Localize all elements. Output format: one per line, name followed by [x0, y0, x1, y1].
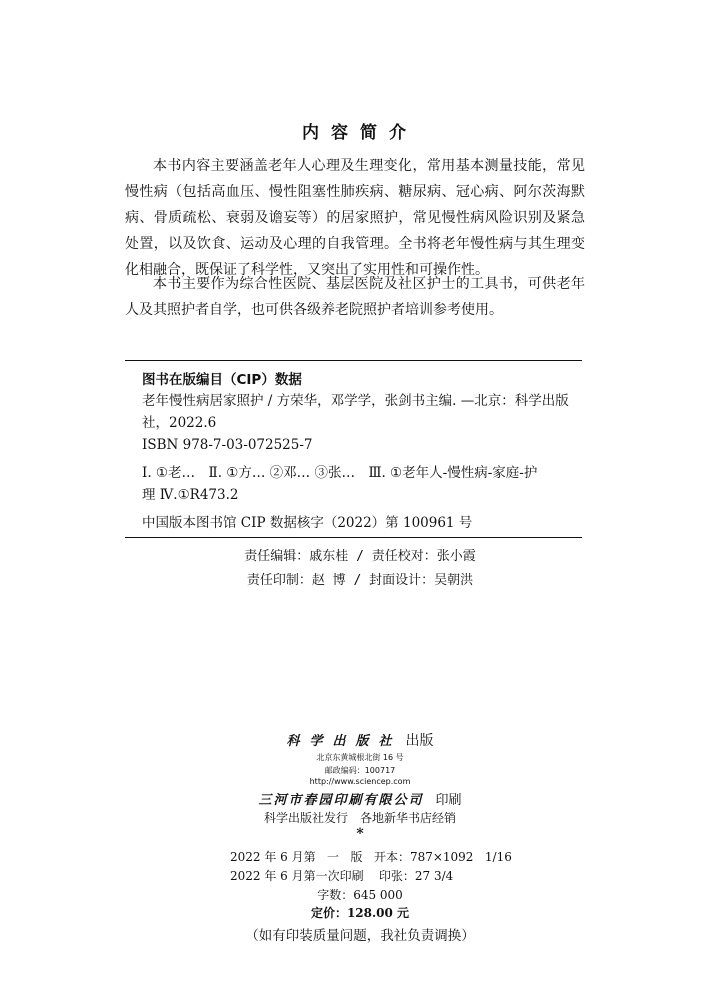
publisher-name: 科学出版社	[286, 734, 402, 749]
quality-notice: （如有印装质量问题，我社负责调换）	[245, 928, 475, 944]
publisher-postcode: 邮政编码：100717	[324, 766, 396, 775]
intro-paragraph-2: 本书主要作为综合性医院、基层医院及社区护士的工具书，可供老年人及其照护者自学，也可供各级养老院照护者培训参考使用。	[125, 276, 585, 318]
cip-heading: 图书在版编目（CIP）数据	[142, 372, 302, 388]
cip-entry-line-1: 老年慢性病居家照护 / 方荣华，邓学学，张剑书主编. —北京：科学出版	[142, 393, 569, 409]
publisher-url: http://www.sciencep.com	[309, 777, 411, 786]
printer-suffix: 印刷	[435, 793, 462, 808]
staff-line-1: 责任编辑：戚东桂 / 责任校对：张小霞	[244, 549, 476, 564]
cip-record	[142, 390, 582, 534]
cip-isbn: ISBN 978-7-03-072525-7	[142, 437, 313, 453]
printer-row	[0, 789, 720, 808]
cip-top-rule	[125, 360, 582, 361]
cip-bottom-rule	[125, 537, 582, 538]
cip-class-line-2: 理 Ⅳ.①R473.2	[142, 487, 239, 503]
cip-class-line-1: Ⅰ. ①老… Ⅱ. ①方… ②邓… ③张… Ⅲ. ①老年人-慢性病-家庭-护	[142, 465, 538, 481]
printer-name: 三河市春园印刷有限公司	[258, 793, 424, 808]
intro-title: 内容简介	[302, 123, 418, 143]
price: 定价：128.00 元	[310, 906, 410, 920]
intro-paragraph-1: 本书内容主要涵盖老年人心理及生理变化，常用基本测量技能，常见慢性病（包括高血压、慢性阻塞性肺疾病、糖尿病、冠心病、阿尔茨海默病、骨质疏松、衰弱及谵妄等）的居家照护，常见慢性病风险识别及紧急处置，以及饮食、运动及心理的自我管理。全书将老年慢性病与其生理变化相融合，既保证了科学性，又突出了实用性和可操作性。	[125, 158, 585, 278]
edition-line-2: 2022 年 6 月第一次印刷 印张：27 3/4	[230, 869, 454, 883]
distribution-line: 科学出版社发行 各地新华书店经销	[263, 811, 456, 825]
cip-number: 中国版本图书馆 CIP 数据核字（2022）第 100961 号	[142, 515, 473, 531]
word-count: 字数：645 000	[317, 888, 403, 902]
separator-star: *	[356, 826, 364, 842]
publisher-suffix: 出版	[405, 733, 434, 749]
staff-line-2: 责任印制：赵 博 / 封面设计：吴朝洪	[246, 573, 474, 588]
edition-line-1: 2022 年 6 月第 一 版 开本：787×1092 1/16	[230, 850, 512, 864]
cip-entry-line-2: 社，2022.6	[142, 415, 217, 431]
publisher-row	[0, 730, 720, 750]
publisher-address: 北京东黄城根北街 16 号	[316, 753, 404, 762]
